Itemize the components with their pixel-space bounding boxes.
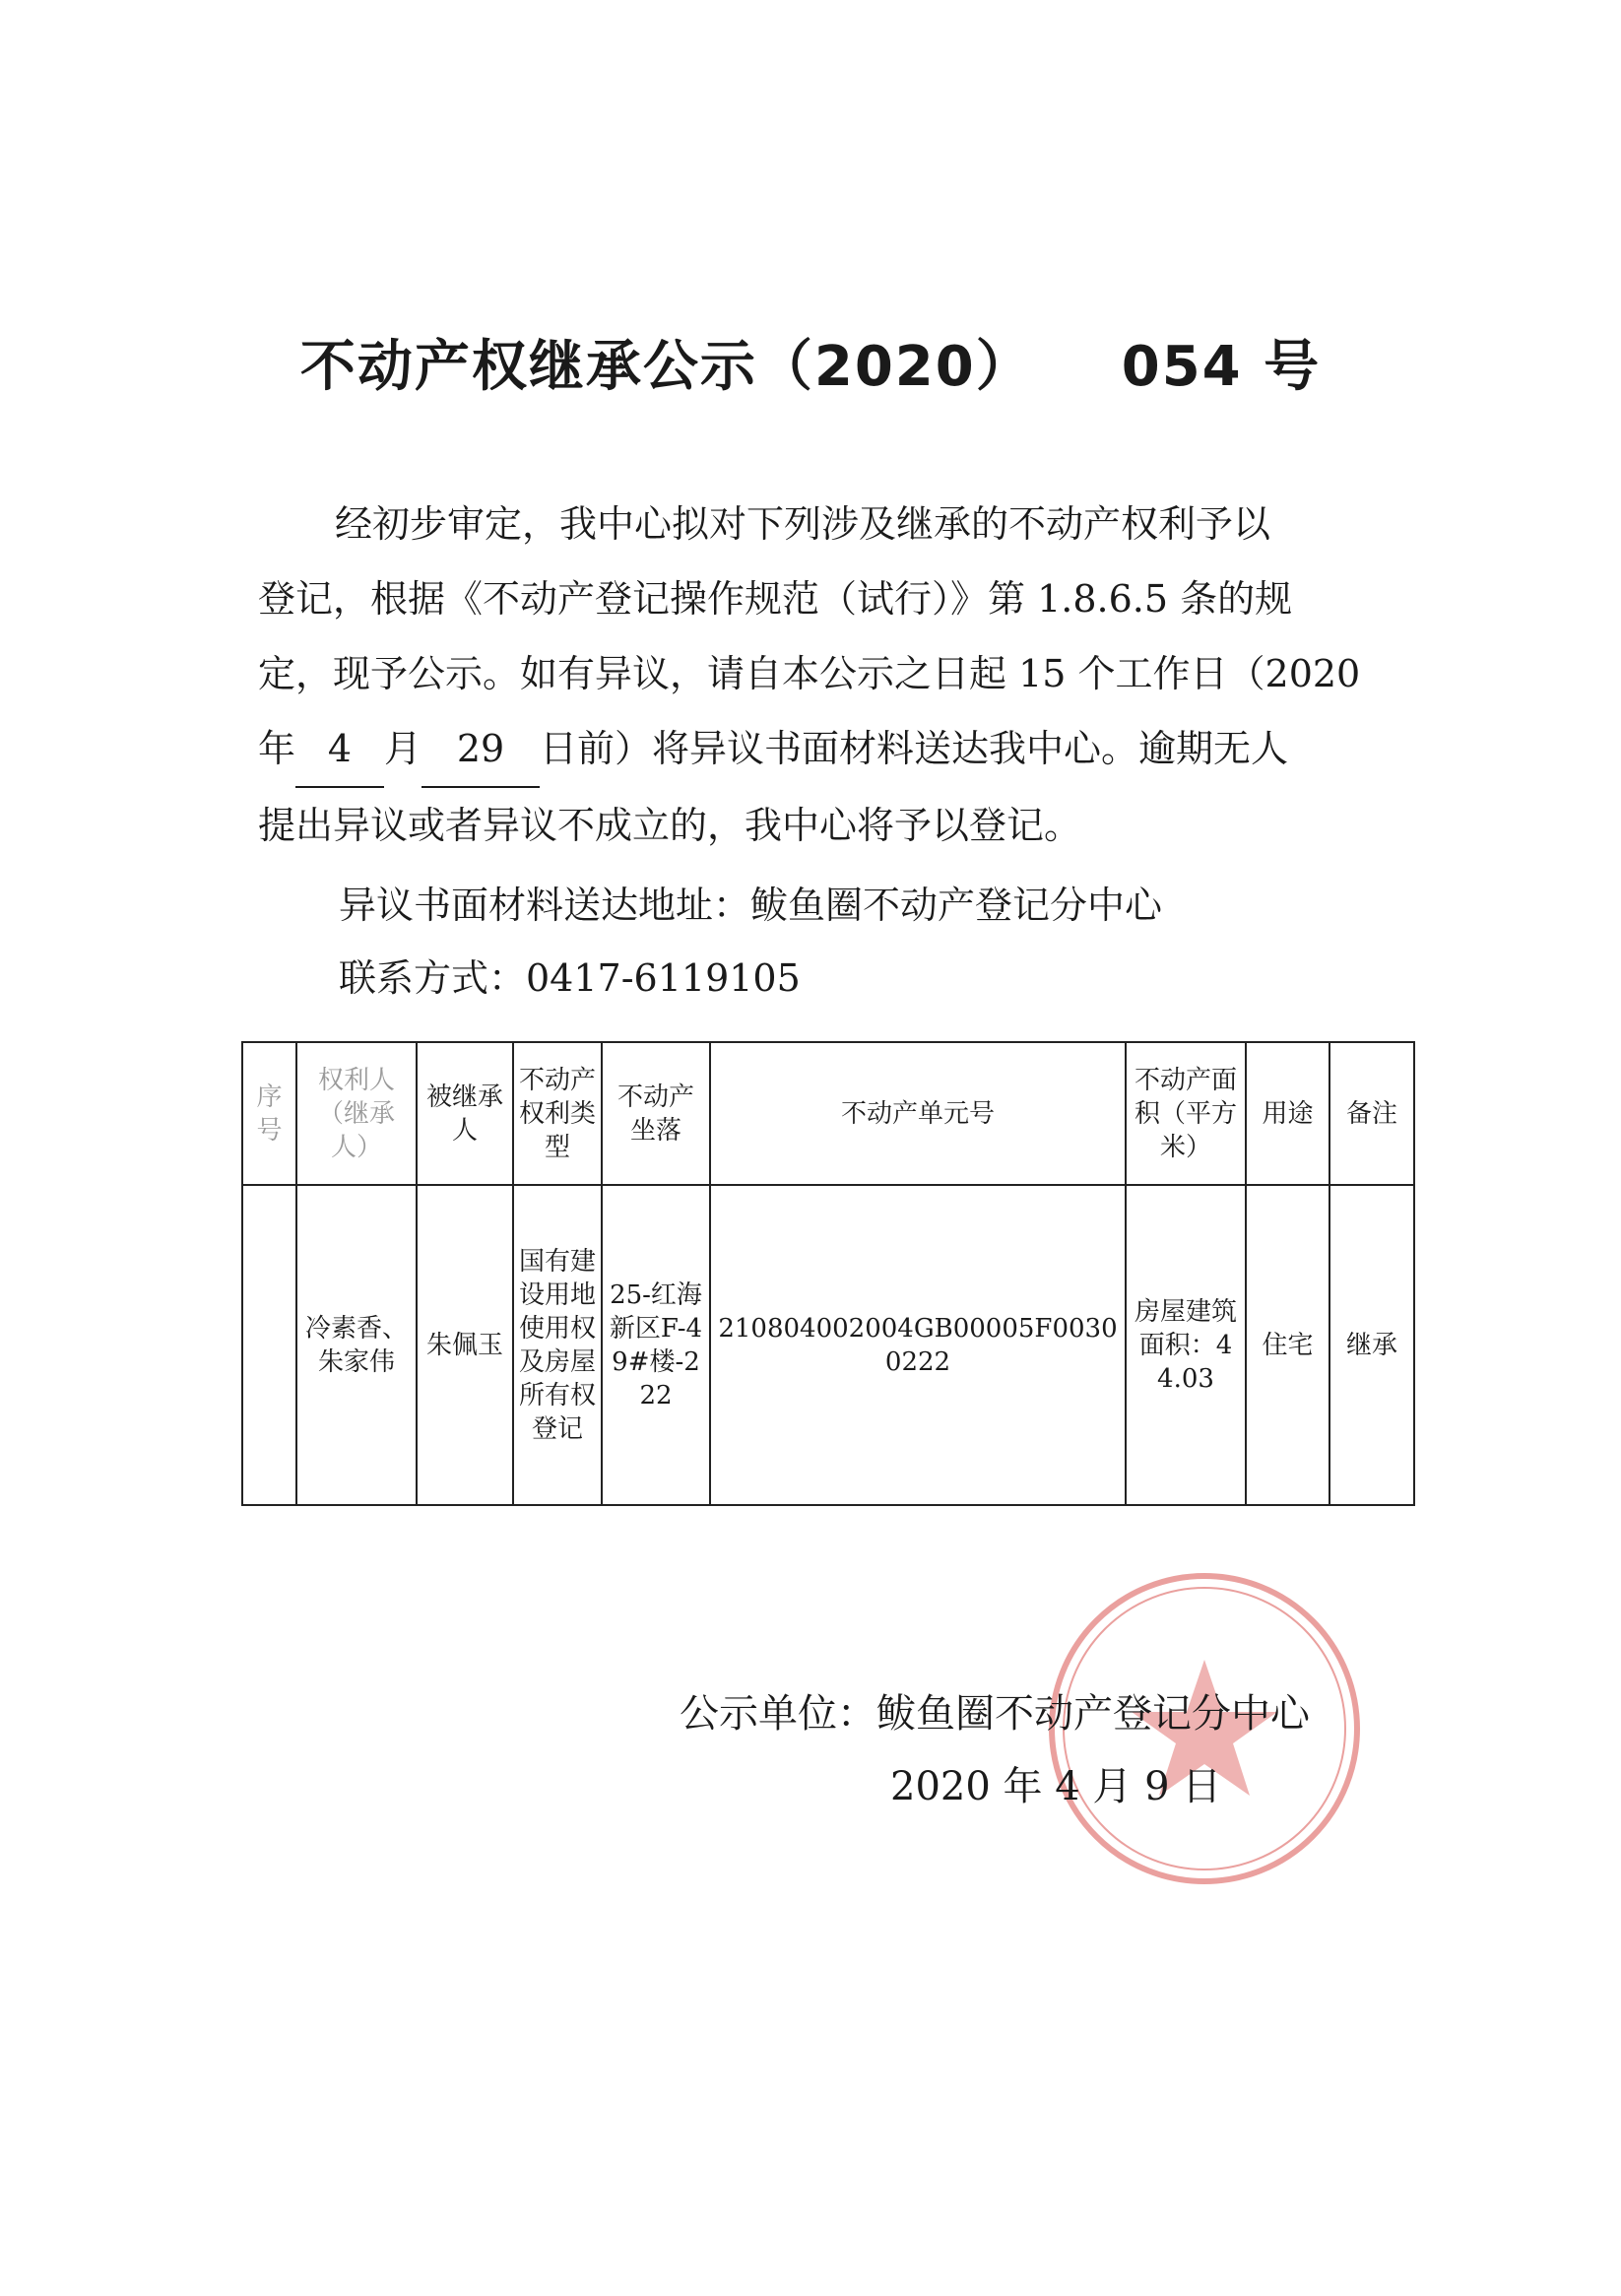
cell-decedent: 朱佩玉 (417, 1185, 513, 1505)
issue-date: 2020 年 4 月 9 日 (890, 1764, 1222, 1809)
table-row (242, 1185, 1414, 1505)
page-title (0, 323, 1621, 402)
paragraph-line: 经初步审定，我中心拟对下列涉及继承的不动产权利予以 (335, 502, 1271, 546)
deadline-day: 29 (421, 711, 540, 788)
header-remark: 备注 (1329, 1042, 1414, 1185)
header-location: 不动产坐落 (602, 1042, 710, 1185)
paragraph-line: 登记，根据《不动产登记操作规范（试行）》第 1.8.6.5 条的规 (258, 577, 1293, 621)
paragraph-line: 提出异议或者异议不成立的，我中心将予以登记。 (258, 804, 1082, 847)
header-right-holder: 权利人（继承人） (296, 1042, 417, 1185)
table-header-row (242, 1042, 1414, 1185)
header-area: 不动产面积（平方米） (1126, 1042, 1246, 1185)
cell-right-type: 国有建设用地使用权及房屋所有权登记 (513, 1185, 602, 1505)
cell-unit-no: 210804002004GB00005F00300222 (710, 1185, 1126, 1505)
registration-table (241, 1041, 1415, 1506)
cell-area: 房屋建筑面积：44.03 (1126, 1185, 1246, 1505)
header-seq: 序号 (242, 1042, 296, 1185)
title-main: 不动产权继承公示（2020） (299, 335, 1033, 399)
header-right-type: 不动产权利类型 (513, 1042, 602, 1185)
cell-remark: 继承 (1329, 1185, 1414, 1505)
deadline-month: 4 (295, 711, 384, 788)
cell-right-holder: 冷素香、朱家伟 (296, 1185, 417, 1505)
issuing-unit: 公示单位：鲅鱼圈不动产登记分中心 (680, 1691, 1310, 1737)
cell-usage: 住宅 (1246, 1185, 1329, 1505)
header-usage: 用途 (1246, 1042, 1329, 1185)
contact-line: 联系方式：0417-6119105 (339, 956, 801, 1000)
cell-seq (242, 1185, 296, 1505)
notice-paragraph (258, 487, 1400, 863)
cell-location: 25-红海新区F-49#楼-222 (602, 1185, 710, 1505)
header-decedent: 被继承人 (417, 1042, 513, 1185)
header-unit-no: 不动产单元号 (710, 1042, 1126, 1185)
paragraph-line: 年 4 月 29 日前）将异议书面材料送达我中心。逾期无人 (258, 711, 1400, 788)
address-line: 异议书面材料送达地址：鲅鱼圈不动产登记分中心 (339, 884, 1163, 927)
title-number: 054 号 (1121, 335, 1322, 399)
paragraph-line: 定，现予公示。如有异议，请自本公示之日起 15 个工作日（2020 (258, 652, 1361, 695)
